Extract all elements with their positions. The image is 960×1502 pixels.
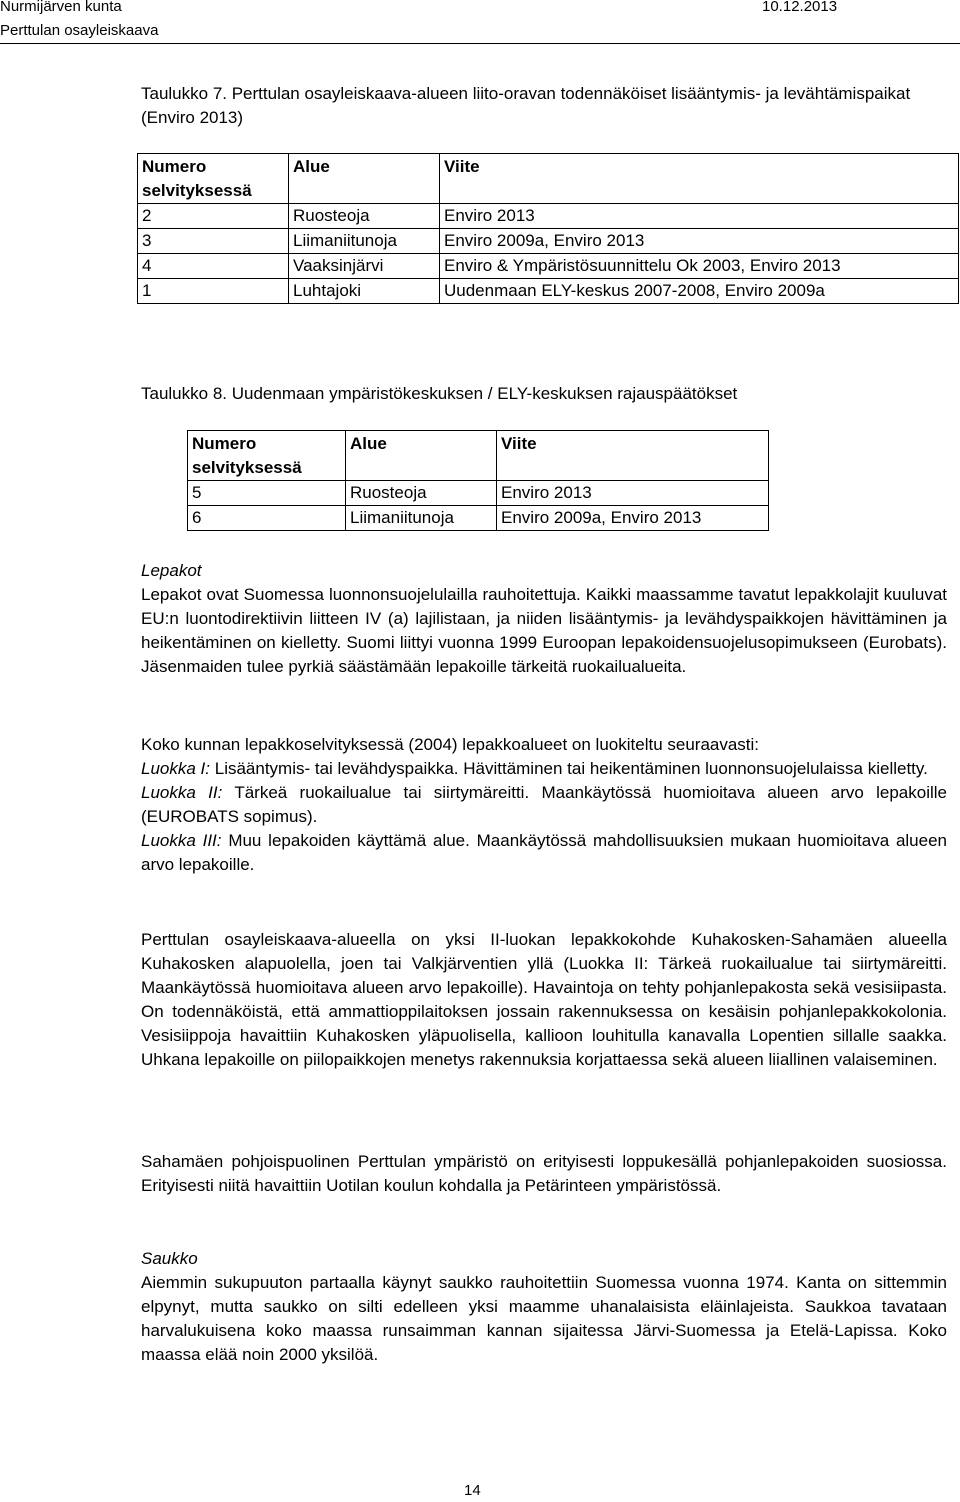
table7-cell: Ruosteoja [289,204,440,229]
table8-cell: Ruosteoja [346,481,497,506]
table8-header-reference: Viite [497,431,769,481]
header-municipality: Nurmijärven kunta [0,0,122,15]
class1-item [141,757,947,781]
class3-item [141,829,947,877]
header-rule [0,43,960,44]
header-date: 10.12.2013 [762,0,838,15]
class1-label: Luokka I: [141,759,210,778]
table8-header-number: Numero selvityksessä [188,431,346,481]
lepakot-paragraph: Lepakot ovat Suomessa luonnonsuojelulailla rauhoitettuja. Kaikki maassamme tavatut lepakkolajit kuuluvat EU:n luontodirektiivin liitteen IV (a) lajilistaan, ja niiden lisääntymis- ja levähdyspaikkojen hävittäminen ja heikentäminen on kielletty. Suomi liittyi vuonna 1999 Euroopan lepakoidensuojelusopimukseen (Eurobats). Jäsenmaiden tulee pyrkiä säästämään lepakoille tärkeitä ruokailualueita. [141,585,947,676]
table7-cell: Enviro 2013 [440,204,959,229]
table7-cell: Luhtajoki [289,279,440,304]
table7-header-number: Numero selvityksessä [138,154,289,204]
table-row [188,506,769,531]
table8-cell: 5 [188,481,346,506]
table7-cell: 4 [138,254,289,279]
table7-header-row [138,154,959,204]
lepakot-section [141,559,947,679]
lepakot-site-paragraph: Perttulan osayleiskaava-alueella on yksi II-luokan lepakkokohde Kuhakosken-Sahamäen alueella Kuhakosken alapuolella, joen tai Valkjärventien yllä (Luokka II: Tärkeä ruokailualue tai siirtymäreitti. Maankäytössä huomioitava alueen arvo lepakoille). Havaintoja on tehty pohjanlepakosta sekä vesisiipasta. On todennäköistä, että ammattioppilaitoksen jossain rakennuksessa on kesäisin pohjanlepakkokolonia. Vesisiippoja havaittiin Kuhakosken yläpuolisella, kallioon louhitulla kanavalla Lopentien sillalle saakka. Uhkana lepakoille on piilopaikkojen menetys rakennuksia korjattaessa sekä alueen liiallinen valaiseminen. [141,930,947,1069]
class3-label: Luokka III: [141,831,222,850]
class2-label: Luokka II: [141,783,223,802]
class2-text: Tärkeä ruokailualue tai siirtymäreitti. Maankäytössä huomioitava alueen arvo lepakoille (EUROBATS sopimus). [141,783,947,826]
saukko-section [141,1247,947,1367]
table-row [138,229,959,254]
table7-caption: Taulukko 7. Perttulan osayleiskaava-alueen liito-oravan todennäköiset lisääntymis- ja levähtämispaikat (Enviro 2013) [141,84,911,127]
table7-header-reference: Viite [440,154,959,204]
saukko-heading: Saukko [141,1249,198,1268]
page-number: 14 [464,1482,481,1499]
lepakot-classification [141,733,947,877]
classification-intro: Koko kunnan lepakkoselvityksessä (2004) lepakkoalueet on luokiteltu seuraavasti: [141,735,760,754]
table7-header-area: Alue [289,154,440,204]
table7-cell: Enviro & Ympäristösuunnittelu Ok 2003, Enviro 2013 [440,254,959,279]
table8-caption: Taulukko 8. Uudenmaan ympäristökeskuksen / ELY-keskuksen rajauspäätökset [141,384,738,403]
class3-text: Muu lepakoiden käyttämä alue. Maankäytössä mahdollisuuksien mukaan huomioitava alueen arvo lepakoille. [141,831,948,874]
table7-cell: Vaaksinjärvi [289,254,440,279]
table7-cell: Uudenmaan ELY-keskus 2007-2008, Enviro 2009a [440,279,959,304]
class1-text: Lisääntymis- tai levähdyspaikka. Hävittäminen tai heikentäminen luonnonsuojelulaissa kielletty. [214,759,928,778]
table8-cell: Enviro 2013 [497,481,769,506]
table7 [137,153,959,304]
page-header [0,0,960,43]
lepakot-north-paragraph: Sahamäen pohjoispuolinen Perttulan ympäristö on erityisesti loppukesällä pohjanlepakoiden suosiossa. Erityisesti niitä havaittiin Uotilan koulun kohdalla ja Petärinteen ympäristössä. [141,1152,947,1195]
table7-cell: Liimaniitunoja [289,229,440,254]
table8-cell: 6 [188,506,346,531]
class2-item [141,781,947,829]
lepakot-heading: Lepakot [141,561,202,580]
table8-header-area: Alue [346,431,497,481]
table7-cell: 2 [138,204,289,229]
table8-cell: Enviro 2009a, Enviro 2013 [497,506,769,531]
table7-cell: 3 [138,229,289,254]
table-row [138,279,959,304]
table7-cell: 1 [138,279,289,304]
table8-header-row [188,431,769,481]
table-row [138,254,959,279]
table7-cell: Enviro 2009a, Enviro 2013 [440,229,959,254]
table-row [138,204,959,229]
table8-cell: Liimaniitunoja [346,506,497,531]
saukko-paragraph: Aiemmin sukupuuton partaalla käynyt saukko rauhoitettiin Suomessa vuonna 1974. Kanta on sittemmin elpynyt, mutta saukko on silti edelleen yksi maamme uhanalaisista eläinlajeista. Saukkoa tavataan harvalukuisena koko maassa runsaimman kannan sijaitessa Järvi-Suomessa ja Etelä-Lapissa. Koko maassa elää noin 2000 yksilöä. [141,1273,947,1364]
table-row [188,481,769,506]
table8 [187,430,769,531]
header-document: Perttulan osayleiskaava [0,22,159,39]
